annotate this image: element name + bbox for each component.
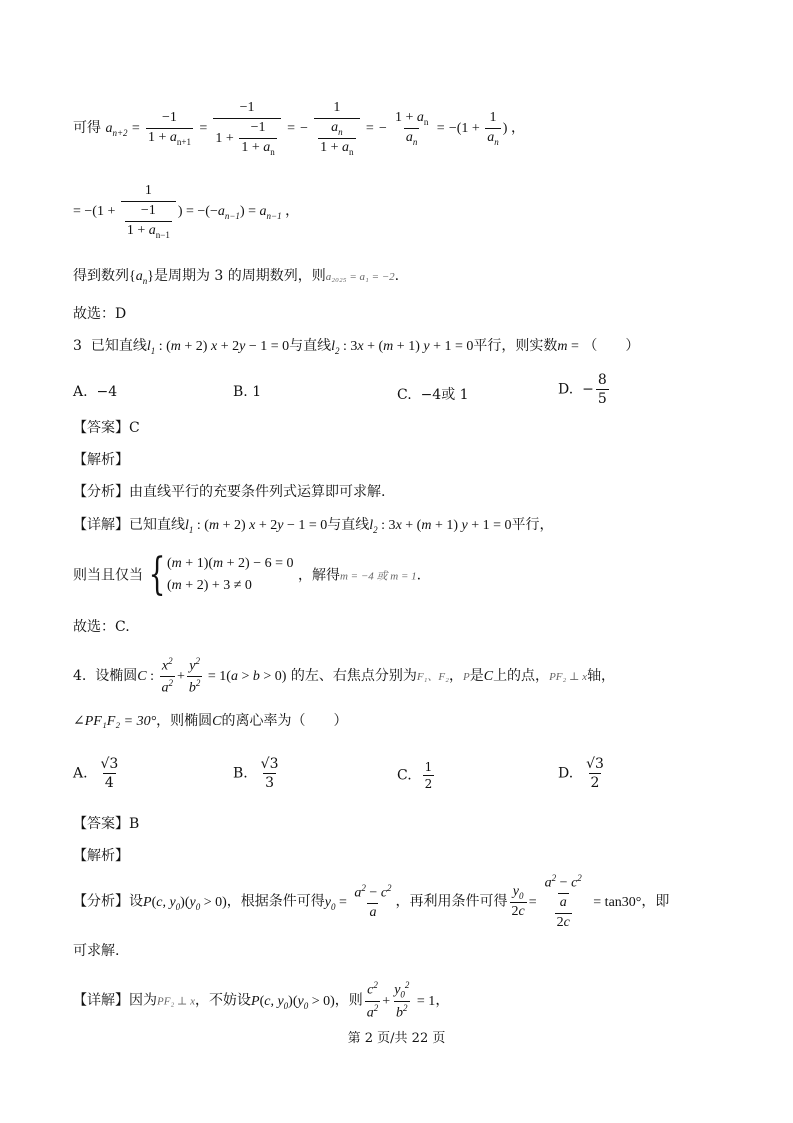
sequence-symbol: $\{a_n\}$	[129, 269, 154, 286]
foci: F₁、F₂	[416, 671, 449, 684]
text: 与直线	[289, 338, 332, 354]
text: ，不妨设	[195, 992, 251, 1009]
analysis-3: 【分析】由直线平行的充要条件列式运算即可求解.	[73, 484, 386, 500]
page-footer: 第 2 页/共 22 页	[347, 1031, 446, 1046]
option-c: C. $\frac{1}{2}$	[397, 760, 433, 791]
blank: （ ）	[583, 338, 640, 354]
text: 是	[469, 668, 484, 685]
formula-a2025: a₂₀₂₅ = a₁ = −2	[325, 271, 395, 283]
text: 的左、右焦点分别为	[290, 668, 417, 685]
option-b: B. 1	[233, 384, 262, 400]
comma: ，	[285, 202, 300, 219]
brace-icon: {	[148, 549, 166, 601]
text: 的离心率为（ ）	[221, 713, 348, 729]
text: 【详解】因为	[73, 992, 157, 1009]
formula-an2: $a_{n+2}$ = $\frac{-1}{1 + a_{n+1}}$ = −1 1 + $\frac{-1}{1 + a_n}$ = − $\frac{1}{\frac{a_n}{1 + a_n}}$ = − $\frac{1 + a_n}{a_n}$ = −(1 + $\frac{1}{a_n}$ )	[105, 100, 508, 158]
text: 【分析】设	[73, 893, 143, 910]
comma: ，	[435, 992, 450, 1009]
option-b: B. $\frac{√3}{3}$	[233, 756, 279, 791]
derivation-line-2	[73, 183, 299, 240]
y0-eq: $y_0$ = $\frac{a^2 - c^2}{a}$	[324, 882, 392, 921]
analysis-4-cont: 可求解.	[73, 943, 120, 959]
angle: ∠PF₁F₂ = 30°	[73, 714, 157, 729]
option-d: D. − $\frac{8}{5}$	[558, 372, 607, 407]
period: .	[416, 567, 422, 584]
point-p: P	[462, 671, 470, 684]
comma: ，	[510, 120, 525, 137]
text: 轴，	[587, 668, 616, 685]
text: ，解得	[297, 567, 340, 584]
analysis-label-4: 【解析】	[73, 848, 129, 864]
period: .	[394, 268, 400, 284]
text: ，根据条件可得	[226, 893, 325, 910]
answer-4: 【答案】B	[73, 816, 140, 832]
analysis-label-3: 【解析】	[73, 452, 129, 468]
text: ，则	[334, 992, 363, 1009]
line-l1-eq: $l_1$ : (m + 2) x + 2y − 1 = 0	[146, 339, 290, 356]
derivation-line-3	[73, 268, 399, 287]
answer-choice-d: 故选：D	[73, 306, 127, 322]
text: 【详解】已知直线	[73, 517, 185, 533]
line-l2-eq: $l_2$ : 3x + (m + 1) y + 1 = 0	[331, 339, 474, 356]
equation-system: (m + 1)(m + 2) − 6 = 0 (m + 2) + 3 ≠ 0	[167, 556, 294, 594]
text: 则当且仅当	[73, 567, 143, 584]
text: ，再利用条件可得	[395, 893, 508, 910]
analysis-4	[73, 873, 669, 932]
question-3	[73, 338, 639, 357]
comma: ，	[448, 668, 463, 685]
option-a: A. $\frac{√3}{4}$	[73, 756, 119, 791]
ellipse-c: C	[483, 669, 494, 685]
perp: PF₂ ⊥ x	[157, 995, 195, 1008]
answer-choice-c: 故选：C.	[73, 619, 130, 635]
ellipse-c: C	[212, 714, 222, 729]
text-kede: 可得	[73, 120, 101, 137]
option-a: A. −4	[73, 384, 118, 400]
text: 平行，则实数	[473, 338, 558, 354]
formula-an-1: = −(1 + $\frac{1}{\frac{-1}{1 + a_{n-1}}}$ ) = $-(-a_{n-1}) = a_{n-1}$	[73, 183, 282, 240]
point-p-def: P(c, $y_0)(y_0 > 0)$	[251, 993, 335, 1011]
solution: m = −4 或 m = 1	[339, 570, 417, 583]
detail-3	[73, 517, 554, 536]
text: 是周期为 3 的周期数列，则	[153, 268, 326, 284]
question-number: 4.	[73, 668, 87, 685]
derivation-line-1	[73, 100, 525, 158]
line-l2-eq: $l_2$ : 3x + (m + 1) y + 1 = 0	[369, 518, 512, 535]
detail-4	[73, 980, 449, 1023]
option-c: C. −4或 1	[397, 387, 469, 403]
text: 与直线	[327, 517, 370, 533]
point-p-def: P(c, $y_0)(y_0 > 0)$	[143, 894, 227, 912]
question-4	[73, 656, 615, 698]
text: 得到数列	[73, 268, 129, 284]
text: 上的点，	[493, 668, 550, 685]
text: ，即	[641, 893, 670, 910]
question-number: 3	[73, 338, 82, 354]
text: 平行，	[511, 517, 554, 533]
option-d: D. $\frac{√3}{2}$	[558, 756, 604, 791]
question-4-cont	[73, 713, 348, 731]
text: ，则椭圆	[156, 713, 213, 729]
text: 已知直线	[90, 338, 147, 354]
perp: PF₂ ⊥ x	[549, 671, 588, 684]
tan-eq: $\frac{y_0}{2c}$ = $\frac{\frac{a^2 - c^2}{a}}{2c}$ = tan30°	[511, 873, 642, 931]
text: 设椭圆	[95, 668, 138, 685]
condition-3	[73, 549, 422, 601]
ellipse-sub-eq: $\frac{c^2}{a^2}$ + $\frac{y_0^2}{b^2}$ = 1	[366, 980, 436, 1021]
line-l1-eq: $l_1$ : (m + 2) x + 2y − 1 = 0	[185, 518, 328, 535]
answer-3: 【答案】C	[73, 420, 140, 436]
var-m: m =	[557, 339, 579, 354]
ellipse-eq: C : $\frac{x^2}{a^2}$ + $\frac{y^2}{b^2}$ = 1(a > b > 0)	[137, 656, 287, 697]
